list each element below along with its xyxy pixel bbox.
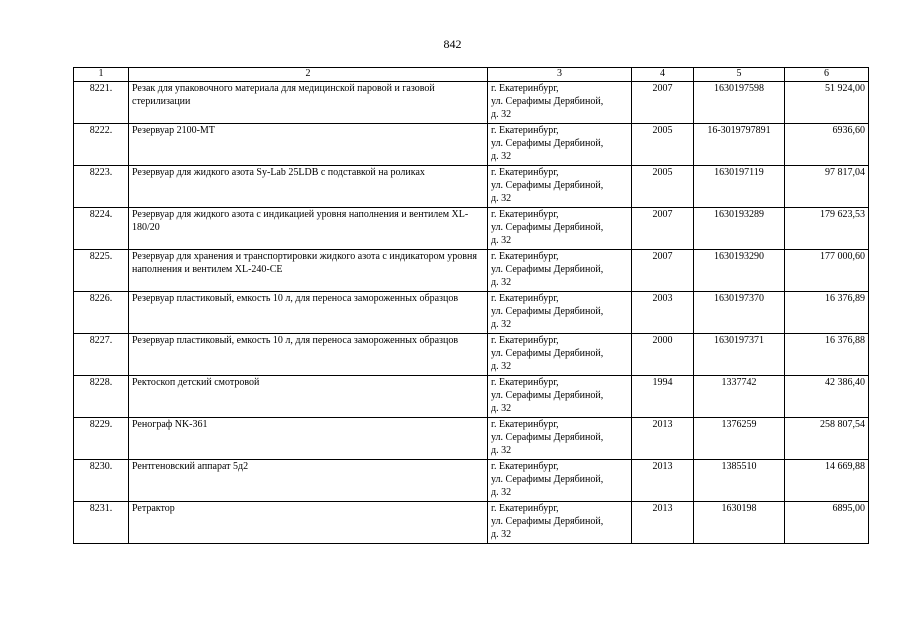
address-line: д. 32 (491, 193, 512, 204)
row-number: 8229. (74, 418, 129, 460)
row-number: 8227. (74, 334, 129, 376)
inventory-number: 1630198 (694, 502, 785, 544)
table-row (74, 460, 869, 502)
table-row (74, 250, 869, 292)
header-row (74, 68, 869, 82)
address-line: ул. Серафимы Дерябиной, (491, 138, 604, 149)
item-name: Резервуар 2100-МТ (129, 124, 488, 166)
table-row (74, 82, 869, 124)
item-cost: 6895,00 (785, 502, 869, 544)
address-line: г. Екатеринбург, (491, 83, 559, 94)
table-row (74, 292, 869, 334)
inventory-number: 1630193289 (694, 208, 785, 250)
address-line: д. 32 (491, 151, 512, 162)
item-year: 2007 (632, 250, 694, 292)
item-year: 2013 (632, 418, 694, 460)
column-header-1: 1 (74, 68, 129, 82)
column-header-5: 5 (694, 68, 785, 82)
item-year: 2005 (632, 166, 694, 208)
row-number: 8231. (74, 502, 129, 544)
address-line: ул. Серафимы Дерябиной, (491, 432, 604, 443)
column-header-4: 4 (632, 68, 694, 82)
row-number: 8225. (74, 250, 129, 292)
item-year: 2003 (632, 292, 694, 334)
address-line: г. Екатеринбург, (491, 419, 559, 430)
address-line: д. 32 (491, 487, 512, 498)
item-address (488, 166, 632, 208)
address-line: г. Екатеринбург, (491, 293, 559, 304)
table-row (74, 166, 869, 208)
item-address (488, 502, 632, 544)
inventory-number: 1630197119 (694, 166, 785, 208)
item-cost: 6936,60 (785, 124, 869, 166)
item-address (488, 376, 632, 418)
item-address (488, 208, 632, 250)
address-line: ул. Серафимы Дерябиной, (491, 390, 604, 401)
row-number: 8224. (74, 208, 129, 250)
item-name: Резервуар пластиковый, емкость 10 л, для переноса замороженных образцов (129, 292, 488, 334)
table-header (74, 68, 869, 82)
address-line: г. Екатеринбург, (491, 209, 559, 220)
item-name: Резервуар пластиковый, емкость 10 л, для переноса замороженных образцов (129, 334, 488, 376)
address-line: ул. Серафимы Дерябиной, (491, 264, 604, 275)
table-row (74, 124, 869, 166)
row-number: 8228. (74, 376, 129, 418)
address-line: г. Екатеринбург, (491, 503, 559, 514)
item-year: 2007 (632, 208, 694, 250)
address-line: г. Екатеринбург, (491, 461, 559, 472)
item-address (488, 82, 632, 124)
inventory-number: 1630197370 (694, 292, 785, 334)
row-number: 8222. (74, 124, 129, 166)
table-row (74, 334, 869, 376)
table-row (74, 208, 869, 250)
item-cost: 51 924,00 (785, 82, 869, 124)
item-address (488, 124, 632, 166)
item-cost: 97 817,04 (785, 166, 869, 208)
inventory-number: 1376259 (694, 418, 785, 460)
address-line: ул. Серафимы Дерябиной, (491, 96, 604, 107)
item-year: 2007 (632, 82, 694, 124)
column-header-3: 3 (488, 68, 632, 82)
row-number: 8221. (74, 82, 129, 124)
address-line: г. Екатеринбург, (491, 125, 559, 136)
inventory-number: 16-3019797891 (694, 124, 785, 166)
column-header-2: 2 (129, 68, 488, 82)
item-cost: 258 807,54 (785, 418, 869, 460)
row-number: 8223. (74, 166, 129, 208)
item-cost: 16 376,89 (785, 292, 869, 334)
item-name: Резервуар для жидкого азота Sy-Lab 25LDB с подставкой на роликах (129, 166, 488, 208)
address-line: ул. Серафимы Дерябиной, (491, 306, 604, 317)
address-line: д. 32 (491, 109, 512, 120)
item-cost: 16 376,88 (785, 334, 869, 376)
address-line: г. Екатеринбург, (491, 251, 559, 262)
address-line: д. 32 (491, 529, 512, 540)
row-number: 8226. (74, 292, 129, 334)
table-body (74, 82, 869, 544)
inventory-number: 1630197371 (694, 334, 785, 376)
address-line: ул. Серафимы Дерябиной, (491, 180, 604, 191)
table-row (74, 502, 869, 544)
item-name: Ренограф NK-361 (129, 418, 488, 460)
address-line: д. 32 (491, 235, 512, 246)
address-line: д. 32 (491, 403, 512, 414)
address-line: д. 32 (491, 319, 512, 330)
item-name: Ретрактор (129, 502, 488, 544)
page-number: 842 (443, 37, 462, 51)
item-address (488, 418, 632, 460)
address-line: ул. Серафимы Дерябиной, (491, 222, 604, 233)
table-row (74, 376, 869, 418)
item-year: 2013 (632, 460, 694, 502)
address-line: ул. Серафимы Дерябиной, (491, 474, 604, 485)
address-line: ул. Серафимы Дерябиной, (491, 516, 604, 527)
address-line: г. Екатеринбург, (491, 335, 559, 346)
item-name: Резервуар для хранения и транспортировки жидкого азота с индикатором уровня наполнения и вентилем XL-240-CE (129, 250, 488, 292)
address-line: г. Екатеринбург, (491, 377, 559, 388)
item-name: Резервуар для жидкого азота с индикацией уровня наполнения и вентилем XL-180/20 (129, 208, 488, 250)
inventory-number: 1385510 (694, 460, 785, 502)
registry-table (73, 67, 869, 544)
item-cost: 42 386,40 (785, 376, 869, 418)
inventory-number: 1630193290 (694, 250, 785, 292)
table-row (74, 418, 869, 460)
address-line: д. 32 (491, 361, 512, 372)
address-line: ул. Серафимы Дерябиной, (491, 348, 604, 359)
item-year: 1994 (632, 376, 694, 418)
address-line: г. Екатеринбург, (491, 167, 559, 178)
item-cost: 179 623,53 (785, 208, 869, 250)
inventory-number: 1630197598 (694, 82, 785, 124)
item-year: 2013 (632, 502, 694, 544)
item-year: 2000 (632, 334, 694, 376)
item-cost: 14 669,88 (785, 460, 869, 502)
item-address (488, 250, 632, 292)
item-name: Резак для упаковочного материала для медицинской паровой и газовой стерилизации (129, 82, 488, 124)
column-header-6: 6 (785, 68, 869, 82)
inventory-number: 1337742 (694, 376, 785, 418)
item-name: Ректоскоп детский смотровой (129, 376, 488, 418)
item-address (488, 334, 632, 376)
item-address (488, 292, 632, 334)
address-line: д. 32 (491, 445, 512, 456)
item-address (488, 460, 632, 502)
address-line: д. 32 (491, 277, 512, 288)
item-year: 2005 (632, 124, 694, 166)
row-number: 8230. (74, 460, 129, 502)
item-cost: 177 000,60 (785, 250, 869, 292)
item-name: Рентгеновский аппарат 5д2 (129, 460, 488, 502)
